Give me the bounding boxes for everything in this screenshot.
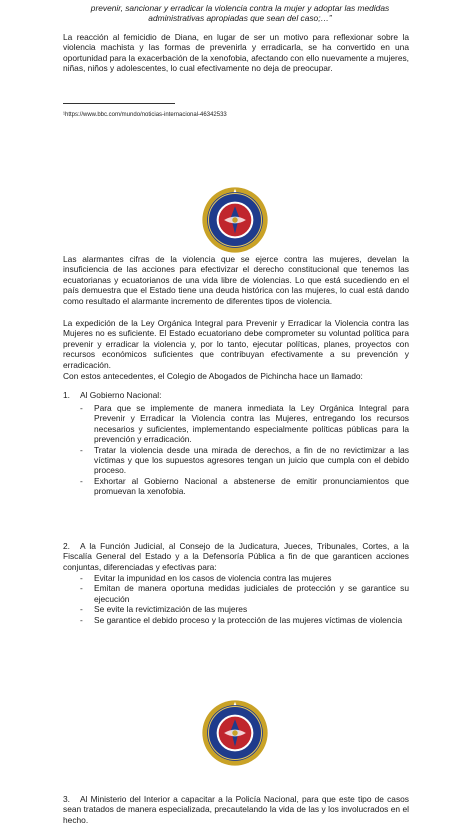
- paragraph-femicidio: La reacción al femicidio de Diana, en lugar de ser un motivo para reflexionar sobre la violencia machista y las formas de prevenirla y erradicarla, se ha convertido en una oportunidad para la exacerbación de la xenofobia, afectando con ello nuevamente a mujeres, niñas, niños y adolescentes, lo cual efectivamente no deja de preocupar.: [63, 32, 409, 74]
- list-item-1-title: [63, 390, 161, 400]
- footnote-divider: [63, 103, 175, 104]
- quote-block: [80, 3, 400, 24]
- paragraph-cifras: Las alarmantes cifras de la violencia que se ejerce contra las mujeres, develan la insuficiencia de las acciones para efectivizar el derecho constitucional que tenemos las ecuatorianas y ecuatorianos de una vida libre de violencias. Lo que está sucediendo en el país demuestra que el Estado tiene una deuda histórica con las mujeres, lo cual está dando como resultado el alarmante incremento de diferentes tipos de violencia.: [63, 254, 409, 306]
- paragraph-llamado: Con estos antecedentes, el Colegio de Abogados de Pichincha hace un llamado:: [63, 371, 363, 381]
- list-item-1-number: 1.: [63, 390, 70, 400]
- list-item-2-bullet-1: - Evitar la impunidad en los casos de violencia contra las mujeres: [80, 573, 409, 583]
- list-item-3-label: Al Ministerio del Interior a capacitar a la Policía Nacional, para que este tipo de casos sean tratados de manera especializada, precautelando la vida de las y los involucrados en el hecho.: [63, 794, 409, 825]
- seal-emblem-icon: [201, 699, 269, 767]
- list-item-1-bullets: [80, 403, 409, 497]
- list-item-2-bullet-3: - Se evite la revictimización de las mujeres: [80, 604, 409, 614]
- footnote: ¹https://www.bbc.com/mundo/noticias-internacional-46342533: [63, 112, 227, 118]
- list-item-1-label: Al Gobierno Nacional:: [80, 390, 162, 400]
- list-item-2-title: [63, 541, 409, 572]
- list-item-1-bullet-3: - Exhortar al Gobierno Nacional a abstenerse de emitir pronunciamientos que promuevan la xenofobia.: [80, 476, 409, 497]
- list-item-3-number: 3.: [63, 794, 70, 804]
- list-item-2-bullets: [80, 573, 409, 625]
- list-item-2-bullet-4: - Se garantice el debido proceso y la protección de las mujeres víctimas de violencia: [80, 615, 409, 625]
- list-item-2-bullet-2: - Emitan de manera oportuna medidas judiciales de protección y se garantice su ejecución: [80, 583, 409, 604]
- list-item-2-label: A la Función Judicial, al Consejo de la Judicatura, Jueces, Tribunales, Cortes, a la Fiscalía General del Estado y a la Defensoría Pública a fin de que garanticen acciones conjuntas, diferenciadas y efectivas para:: [63, 541, 409, 572]
- list-item-3-title: [63, 794, 409, 825]
- list-item-1-bullet-1: - Para que se implemente de manera inmediata la Ley Orgánica Integral para Prevenir y Erradicar la Violencia contra las Mujeres, entregando los recursos necesarios y suficientes, implementando especialmente políticas públicas para la prevención y erradicación.: [80, 403, 409, 445]
- quote-line-1: prevenir, sancionar y erradicar la violencia contra la mujer y adoptar las medidas: [90, 3, 390, 13]
- quote-line-2: administrativas apropiadas que sean del caso;…”: [148, 13, 332, 24]
- paragraph-ley: La expedición de la Ley Orgánica Integral para Prevenir y Erradicar la Violencia contra las Mujeres no es suficiente. El Estado ecuatoriano debe comprometer su voluntad política para prevenir y erradicar la violencia y, por lo tanto, ejecutar políticas, planes, proyectos con recursos económicos suficientes que contribuyan efectivamente a su prevención y erradicación.: [63, 318, 409, 370]
- list-item-1-bullet-2: - Tratar la violencia desde una mirada de derechos, a fin de no revictimizar a las víctimas y que los supuestos agresores tengan un juicio que cumpla con el debido proceso.: [80, 445, 409, 476]
- list-item-2-number: 2.: [63, 541, 70, 551]
- seal-emblem-icon: [201, 186, 269, 254]
